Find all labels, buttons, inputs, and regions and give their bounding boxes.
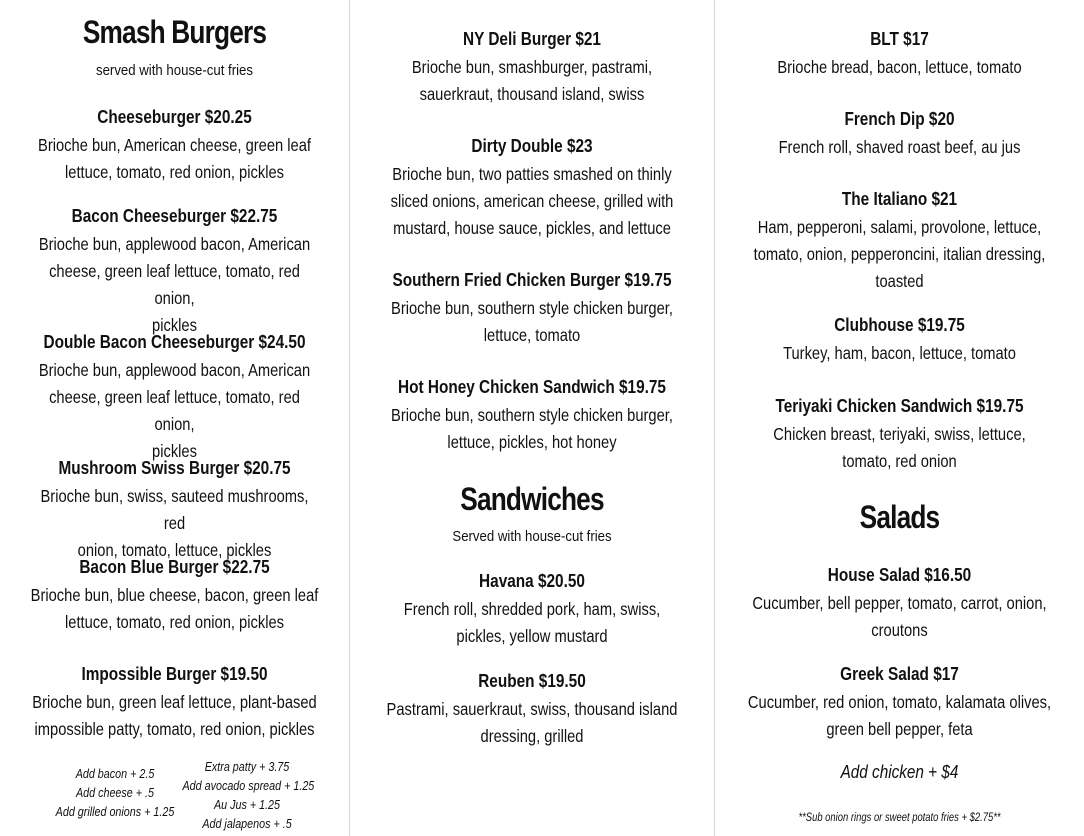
menu-item-title: French Dip $20 <box>844 108 955 129</box>
menu-item-french-dip <box>715 108 1084 161</box>
menu-item-description: Brioche bun, applewood bacon, American cheese, green leaf lettuce, tomato, red onion, pickles <box>38 234 311 335</box>
menu-item-mushroom-swiss-burger <box>0 457 349 564</box>
menu-item-impossible-burger <box>0 663 349 743</box>
menu-column-right <box>715 0 1084 836</box>
menu-item-description: Brioche bread, bacon, lettuce, tomato <box>777 57 1022 77</box>
menu-item-house-salad <box>715 564 1084 644</box>
addons-right <box>172 758 322 834</box>
menu-item-description: Brioche bun, American cheese, green leaf lettuce, tomato, red onion, pickles <box>38 135 311 182</box>
menu-item-title: Bacon Cheeseburger $22.75 <box>71 205 278 226</box>
menu-column-smash-burgers <box>0 0 349 836</box>
addon-item: Add avocado spread + 1.25 <box>182 779 315 793</box>
addons-left <box>40 765 190 822</box>
menu-item-description: Brioche bun, applewood bacon, American cheese, green leaf lettuce, tomato, red onion, pickles <box>38 360 311 461</box>
menu-item-southern-fried-chicken-burger <box>350 269 714 349</box>
menu-item-description: Cucumber, bell pepper, tomato, carrot, onion, croutons <box>752 593 1047 640</box>
menu-item-title: Clubhouse $19.75 <box>834 314 965 335</box>
menu-item-clubhouse <box>715 314 1084 367</box>
menu-item-bacon-blue-burger <box>0 556 349 636</box>
menu-item-title: BLT $17 <box>870 28 929 49</box>
menu-item-cheeseburger <box>0 106 349 186</box>
menu-item-title: Cheeseburger $20.25 <box>97 106 252 127</box>
addon-item: Add bacon + 2.5 <box>75 767 155 781</box>
menu-item-title: Double Bacon Cheeseburger $24.50 <box>43 331 306 352</box>
menu-item-double-bacon-cheeseburger <box>0 331 349 465</box>
menu-item-greek-salad <box>715 663 1084 743</box>
addon-item: Au Jus + 1.25 <box>213 798 281 812</box>
menu-item-title: Havana $20.50 <box>479 570 585 591</box>
menu-item-description: French roll, shaved roast beef, au jus <box>778 137 1021 157</box>
menu-item-title: Impossible Burger $19.50 <box>81 663 268 684</box>
menu-item-title: Reuben $19.50 <box>478 670 586 691</box>
menu-item-ny-deli-burger <box>350 28 714 108</box>
menu-item-reuben <box>350 670 714 750</box>
section-title-smash-burgers: Smash Burgers <box>82 14 267 50</box>
menu-item-description: Brioche bun, southern style chicken burger, lettuce, tomato <box>391 298 673 345</box>
menu-item-title: Mushroom Swiss Burger $20.75 <box>58 457 291 478</box>
menu-item-havana <box>350 570 714 650</box>
menu-item-blt <box>715 28 1084 81</box>
menu-item-description: French roll, shredded pork, ham, swiss, pickles, yellow mustard <box>403 599 661 646</box>
menu-item-teriyaki-chicken-sandwich <box>715 395 1084 475</box>
section-subtitle: Served with house-cut fries <box>452 528 612 545</box>
menu-item-description: Turkey, ham, bacon, lettuce, tomato <box>783 343 1016 363</box>
menu-item-description: Brioche bun, southern style chicken burger, lettuce, pickles, hot honey <box>391 405 673 452</box>
menu-item-description: Chicken breast, teriyaki, swiss, lettuce, tomato, red onion <box>773 424 1026 471</box>
menu-item-description: Pastrami, sauerkraut, swiss, thousand island dressing, grilled <box>386 699 678 746</box>
menu-item-title: Bacon Blue Burger $22.75 <box>79 556 270 577</box>
menu-item-title: House Salad $16.50 <box>827 564 972 585</box>
menu-item-description: Brioche bun, swiss, sauteed mushrooms, red onion, tomato, lettuce, pickles <box>40 486 309 560</box>
menu-item-title: Dirty Double $23 <box>471 135 593 156</box>
section-title-salads: Salads <box>859 499 940 535</box>
addon-item: Add jalapenos + .5 <box>202 817 292 831</box>
menu-item-description: Brioche bun, two patties smashed on thinly sliced onions, american cheese, grilled with mustard, house sauce, pickles, and lettuce <box>390 164 674 238</box>
menu-item-the-italiano <box>715 188 1084 295</box>
menu-item-bacon-cheeseburger <box>0 205 349 339</box>
menu-item-title: NY Deli Burger $21 <box>463 28 601 49</box>
menu-item-description: Ham, pepperoni, salami, provolone, lettuce, tomato, onion, pepperoncini, italian dressing, toasted <box>753 217 1046 291</box>
menu-item-title: Greek Salad $17 <box>840 663 959 684</box>
addon-item: Extra patty + 3.75 <box>204 760 290 774</box>
menu-item-description: Cucumber, red onion, tomato, kalamata olives, green bell pepper, feta <box>747 692 1052 739</box>
addon-item: Add grilled onions + 1.25 <box>55 805 175 819</box>
menu-item-title: Southern Fried Chicken Burger $19.75 <box>392 269 672 290</box>
menu-item-description: Brioche bun, smashburger, pastrami, sauerkraut, thousand island, swiss <box>411 57 653 104</box>
menu-item-title: Hot Honey Chicken Sandwich $19.75 <box>398 376 666 397</box>
menu-column-middle <box>349 0 715 836</box>
section-subtitle: served with house-cut fries <box>95 62 253 79</box>
menu-item-description: Brioche bun, blue cheese, bacon, green leaf lettuce, tomato, red onion, pickles <box>30 585 319 632</box>
menu-item-title: The Italiano $21 <box>841 188 958 209</box>
section-title-sandwiches: Sandwiches <box>460 481 604 517</box>
menu-item-description: Brioche bun, green leaf lettuce, plant-based impossible patty, tomato, red onion, pickles <box>32 692 317 739</box>
addon-item: Add cheese + .5 <box>75 786 154 800</box>
menu-item-dirty-double <box>350 135 714 242</box>
add-chicken-note: Add chicken + $4 <box>840 762 959 782</box>
menu-item-title: Teriyaki Chicken Sandwich $19.75 <box>775 395 1024 416</box>
menu-item-hot-honey-chicken-sandwich <box>350 376 714 456</box>
substitution-footnote: **Sub onion rings or sweet potato fries + $2.75** <box>798 812 1001 824</box>
